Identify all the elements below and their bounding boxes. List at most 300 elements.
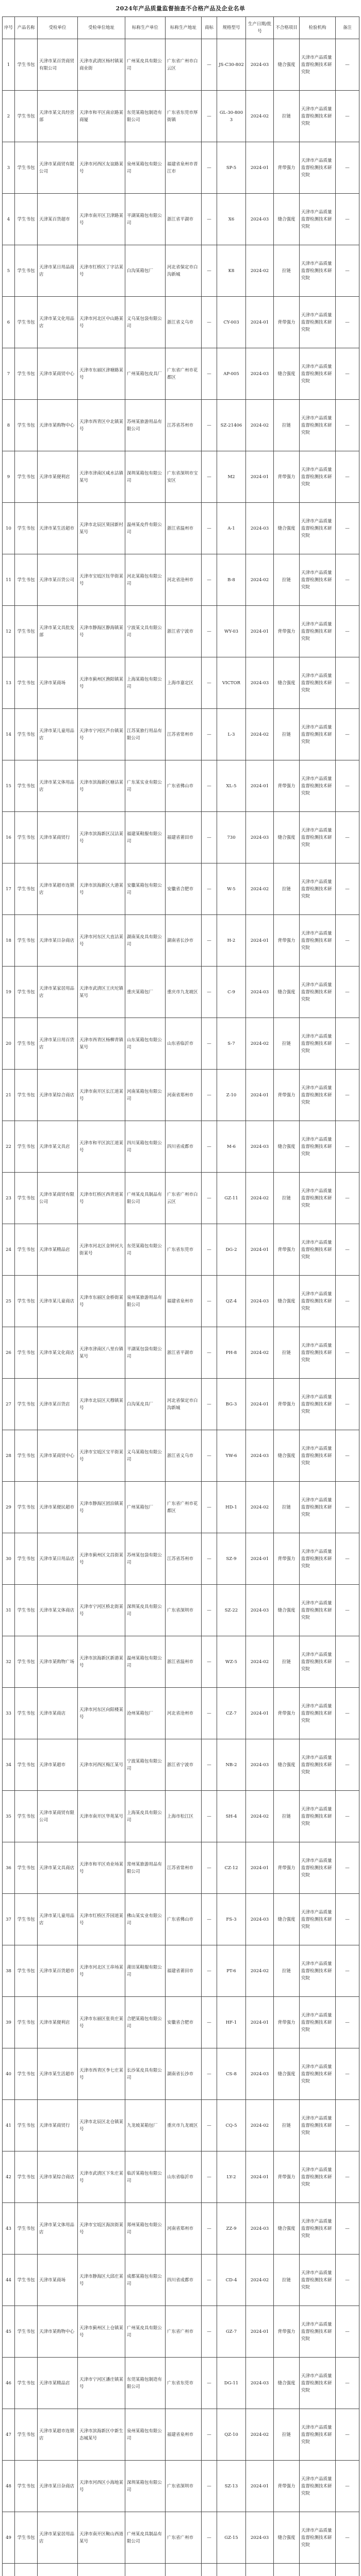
cell-producer: 东莞某箱包有限公司 bbox=[125, 1224, 166, 1276]
cell-production-date: 2024-03 bbox=[246, 194, 274, 245]
cell-remark: — bbox=[336, 297, 359, 348]
cell-model: PH-8 bbox=[217, 1327, 246, 1379]
cell-remark: — bbox=[336, 606, 359, 657]
cell-testing-agency: 天津市产品质量监督检测技术研究院 bbox=[300, 760, 336, 812]
cell-serial: 15 bbox=[3, 760, 15, 812]
cell-trademark: — bbox=[202, 1842, 217, 1894]
cell-model: DG-2 bbox=[217, 1224, 246, 1276]
cell-trademark: — bbox=[202, 2100, 217, 2151]
table-row bbox=[3, 554, 359, 606]
cell-inspected-unit: 天津市某文体用品店 bbox=[38, 760, 78, 812]
cell-model: K8 bbox=[217, 245, 246, 297]
table-row bbox=[3, 503, 359, 554]
cell-serial: 43 bbox=[3, 2203, 15, 2255]
cell-remark: — bbox=[336, 142, 359, 194]
cell-remark: — bbox=[336, 245, 359, 297]
cell-producer-address: 浙江省平湖市 bbox=[166, 1327, 202, 1379]
cell-producer-address: 湖南省长沙市 bbox=[166, 2048, 202, 2100]
cell-production-date: 2024-02 bbox=[246, 400, 274, 451]
cell-product: 学生书包 bbox=[15, 2409, 38, 2461]
cell-product: 学生书包 bbox=[15, 2461, 38, 2512]
cell-testing-agency: 天津市产品质量监督检测技术研究院 bbox=[300, 709, 336, 760]
cell-trademark: — bbox=[202, 2409, 217, 2461]
cell-inspected-unit: 天津市某购物中心 bbox=[38, 2306, 78, 2358]
cell-producer-address: 广东省深圳市 bbox=[166, 2461, 202, 2512]
cell-trademark: — bbox=[202, 91, 217, 142]
cell-model: B-8 bbox=[217, 554, 246, 606]
cell-model: WZ-5 bbox=[217, 1636, 246, 1688]
table-row bbox=[3, 91, 359, 142]
cell-testing-agency: 天津市产品质量监督检测技术研究院 bbox=[300, 142, 336, 194]
cell-producer: 山东某箱包有限公司 bbox=[125, 1018, 166, 1070]
cell-serial: 17 bbox=[3, 863, 15, 915]
cell-remark: — bbox=[336, 1791, 359, 1842]
cell-inspected-unit: 天津市某便民超市 bbox=[38, 1482, 78, 1533]
cell-model: HD-1 bbox=[217, 1482, 246, 1533]
cell-trademark: — bbox=[202, 554, 217, 606]
cell-model: CQ-5 bbox=[217, 2100, 246, 2151]
table-row bbox=[3, 1224, 359, 1276]
cell-producer: 河南某箱包有限公司 bbox=[125, 1070, 166, 1121]
cell-inspected-unit: 天津市某超市 bbox=[38, 1739, 78, 1791]
cell-serial: 45 bbox=[3, 2306, 15, 2358]
cell-product: 学生书包 bbox=[15, 1842, 38, 1894]
table-row bbox=[3, 1070, 359, 1121]
cell-serial: 44 bbox=[3, 2255, 15, 2306]
cell-producer-address: 浙江省宁波市 bbox=[166, 1739, 202, 1791]
cell-producer: 广州某箱包厂 bbox=[125, 1482, 166, 1533]
table-row bbox=[3, 2461, 359, 2512]
cell-failed-item: 拉链 bbox=[274, 1636, 300, 1688]
cell-product: 学生书包 bbox=[15, 2048, 38, 2100]
table-row bbox=[3, 1276, 359, 1327]
cell-production-date: 2024-02 bbox=[246, 1791, 274, 1842]
cell-failed-item: 背带强力 bbox=[274, 2461, 300, 2512]
cell-trademark: — bbox=[202, 400, 217, 451]
cell-remark: — bbox=[336, 1276, 359, 1327]
cell-model: H-2 bbox=[217, 915, 246, 967]
cell-product: 学生书包 bbox=[15, 2306, 38, 2358]
cell-product: 学生书包 bbox=[15, 2151, 38, 2203]
table-row bbox=[3, 1894, 359, 1945]
cell-remark: — bbox=[336, 1070, 359, 1121]
cell-trademark: — bbox=[202, 2151, 217, 2203]
cell-production-date: 2024-03 bbox=[246, 503, 274, 554]
cell-producer-address: 浙江省平湖市 bbox=[166, 194, 202, 245]
cell-producer-address: 福建省莆田市 bbox=[166, 1945, 202, 1997]
cell-trademark: — bbox=[202, 1276, 217, 1327]
cell-trademark: — bbox=[202, 1379, 217, 1430]
cell-failed-item: 背带强力 bbox=[274, 915, 300, 967]
table-row bbox=[3, 812, 359, 863]
cell-producer-address: 河北省保定市白沟新城 bbox=[166, 245, 202, 297]
cell-testing-agency: 天津市产品质量监督检测技术研究院 bbox=[300, 657, 336, 709]
cell-inspected-address: 天津市宝坻区钰华街某号 bbox=[78, 554, 125, 606]
cell-failed-item: 拉链 bbox=[274, 2100, 300, 2151]
cell-failed-item: 缝合强度 bbox=[274, 1430, 300, 1482]
cell-trademark: — bbox=[202, 503, 217, 554]
cell-producer: 平湖某包袋有限公司 bbox=[125, 1327, 166, 1379]
cell-failed-item: 拉链 bbox=[274, 709, 300, 760]
cell-remark: — bbox=[336, 2151, 359, 2203]
cell-production-date: 2024-03 bbox=[246, 967, 274, 1018]
cell-inspected-address: 天津市静海区团泊镇某号 bbox=[78, 1482, 125, 1533]
cell-producer-address: 广东省东莞市 bbox=[166, 1224, 202, 1276]
cell-producer-address: 重庆市九龙坡区 bbox=[166, 2100, 202, 2151]
cell-remark: — bbox=[336, 1585, 359, 1636]
cell-producer-address: 山东省临沂市 bbox=[166, 1018, 202, 1070]
table-row bbox=[3, 657, 359, 709]
cell-model: YW-6 bbox=[217, 1430, 246, 1482]
cell-model: PT-6 bbox=[217, 1945, 246, 1997]
table-row bbox=[3, 863, 359, 915]
cell-remark: — bbox=[336, 760, 359, 812]
cell-inspected-address: 天津市滨海新区汉沽某号 bbox=[78, 812, 125, 863]
cell-remark: — bbox=[336, 348, 359, 400]
cell-production-date: 2024-03 bbox=[246, 1430, 274, 1482]
cell-testing-agency: 天津市产品质量监督检测技术研究院 bbox=[300, 1791, 336, 1842]
cell-failed-item: 拉链 bbox=[274, 554, 300, 606]
cell-testing-agency: 天津市产品质量监督检测技术研究院 bbox=[300, 1173, 336, 1224]
table-row bbox=[3, 1997, 359, 2048]
cell-production-date: 2024-02 bbox=[246, 709, 274, 760]
cell-producer-address: 广东省东莞市厚街镇 bbox=[166, 91, 202, 142]
table-row bbox=[3, 606, 359, 657]
cell-production-date: 2024-01 bbox=[246, 1224, 274, 1276]
cell-inspected-address: 天津市滨海新区中新生态城某号 bbox=[78, 2409, 125, 2461]
cell-serial: 10 bbox=[3, 503, 15, 554]
cell-inspected-address: 天津市东丽区张贵庄某号 bbox=[78, 1997, 125, 2048]
cell-trademark: — bbox=[202, 1018, 217, 1070]
cell-product bbox=[15, 2564, 38, 2576]
column-header: 标称生产地址 bbox=[166, 17, 202, 39]
cell-remark: — bbox=[336, 709, 359, 760]
cell-remark bbox=[336, 2564, 359, 2576]
cell-failed-item: 背带强力 bbox=[274, 1688, 300, 1739]
cell-inspected-address: 天津市津南区八里台镇某号 bbox=[78, 1327, 125, 1379]
cell-producer: 义乌某包袋有限公司 bbox=[125, 297, 166, 348]
cell-failed-item: 缝合强度 bbox=[274, 1739, 300, 1791]
cell-product: 学生书包 bbox=[15, 1636, 38, 1688]
cell-inspected-unit: 天津市某商店 bbox=[38, 1688, 78, 1739]
cell-producer-address: 福建省泉州市晋江市 bbox=[166, 142, 202, 194]
table-row bbox=[3, 2203, 359, 2255]
cell-trademark: — bbox=[202, 657, 217, 709]
cell-remark: — bbox=[336, 1945, 359, 1997]
table-row bbox=[3, 915, 359, 967]
cell-serial: 9 bbox=[3, 451, 15, 503]
cell-testing-agency: 天津市产品质量监督检测技术研究院 bbox=[300, 2100, 336, 2151]
cell-production-date: 2024-02 bbox=[246, 1018, 274, 1070]
table-row bbox=[3, 348, 359, 400]
cell-remark: — bbox=[336, 1533, 359, 1585]
cell-model: GZ-7 bbox=[217, 2306, 246, 2358]
cell-testing-agency: 天津市产品质量监督检测技术研究院 bbox=[300, 2048, 336, 2100]
cell-inspected-unit: 天津市某百货商贸有限公司 bbox=[38, 39, 78, 91]
cell-producer: 广州某箱包皮具厂 bbox=[125, 348, 166, 400]
cell-production-date: 2024-02 bbox=[246, 1173, 274, 1224]
cell-testing-agency: 天津市产品质量监督检测技术研究院 bbox=[300, 400, 336, 451]
cell-failed-item: 背带强力 bbox=[274, 1997, 300, 2048]
cell-product: 学生书包 bbox=[15, 1533, 38, 1585]
cell-producer-address: 安徽省合肥市 bbox=[166, 1997, 202, 2048]
cell-failed-item: 缝合强度 bbox=[274, 1585, 300, 1636]
cell-model: CZ-12 bbox=[217, 1842, 246, 1894]
cell-trademark: — bbox=[202, 606, 217, 657]
cell-inspected-address: 天津市河东区大直沽某号 bbox=[78, 915, 125, 967]
cell-production-date: 2024-02 bbox=[246, 2100, 274, 2151]
cell-producer: 广州某皮具制品有限公司 bbox=[125, 2512, 166, 2564]
cell-inspected-address: 天津市南开区华苑某号 bbox=[78, 1791, 125, 1842]
table-row bbox=[3, 1121, 359, 1173]
cell-remark: — bbox=[336, 1997, 359, 2048]
cell-product: 学生书包 bbox=[15, 348, 38, 400]
cell-remark: — bbox=[336, 2255, 359, 2306]
cell-testing-agency: 天津市产品质量监督检测技术研究院 bbox=[300, 1276, 336, 1327]
cell-failed-item: 缝合强度 bbox=[274, 812, 300, 863]
cell-remark: — bbox=[336, 657, 359, 709]
cell-producer: 苏州某包袋有限公司 bbox=[125, 1533, 166, 1585]
cell-production-date: 2024-03 bbox=[246, 812, 274, 863]
cell-testing-agency: 天津市产品质量监督检测技术研究院 bbox=[300, 967, 336, 1018]
cell-production-date: 2024-03 bbox=[246, 1585, 274, 1636]
cell-model: VICTOR bbox=[217, 657, 246, 709]
cell-model: S-7 bbox=[217, 1018, 246, 1070]
cell-inspected-unit: 天津市某日用百货店 bbox=[38, 1018, 78, 1070]
cell-producer-address: 浙江省义乌市 bbox=[166, 1430, 202, 1482]
cell-producer: 上海某箱包有限公司 bbox=[125, 657, 166, 709]
cell-model: M2 bbox=[217, 451, 246, 503]
cell-model: CY-003 bbox=[217, 297, 246, 348]
cell-serial: 5 bbox=[3, 245, 15, 297]
cell-model: AP-005 bbox=[217, 348, 246, 400]
cell-model: QZ-4 bbox=[217, 1276, 246, 1327]
cell-remark: — bbox=[336, 1121, 359, 1173]
cell-failed-item: 缝合强度 bbox=[274, 1121, 300, 1173]
cell-model: SZ-13 bbox=[217, 2461, 246, 2512]
cell-producer-address: 河北省沧州市 bbox=[166, 1688, 202, 1739]
table-row bbox=[3, 2358, 359, 2409]
cell-testing-agency: 天津市产品质量监督检测技术研究院 bbox=[300, 1327, 336, 1379]
cell-producer-address: 广东省广州市 bbox=[166, 2306, 202, 2358]
cell-product: 学生书包 bbox=[15, 1688, 38, 1739]
cell-producer: 苏州某旅游用品有限公司 bbox=[125, 400, 166, 451]
cell-testing-agency: 天津市产品质量监督检测技术研究院 bbox=[300, 915, 336, 967]
cell-inspected-address: 天津市河西区友谊路某号 bbox=[78, 142, 125, 194]
cell-serial: 38 bbox=[3, 1945, 15, 1997]
cell-producer: 宁波某箱包有限公司 bbox=[125, 1739, 166, 1791]
cell-testing-agency: 天津市产品质量监督检测技术研究院 bbox=[300, 1739, 336, 1791]
table-row bbox=[3, 142, 359, 194]
cell-inspected-unit: 天津市某日用品商店 bbox=[38, 245, 78, 297]
cell-producer: 成都某箱包有限公司 bbox=[125, 2255, 166, 2306]
table-row bbox=[3, 709, 359, 760]
cell-trademark bbox=[202, 2564, 217, 2576]
cell-serial: 20 bbox=[3, 1018, 15, 1070]
table-row bbox=[3, 1327, 359, 1379]
column-header: 产品名称 bbox=[15, 17, 38, 39]
cell-serial: 8 bbox=[3, 400, 15, 451]
table-row bbox=[3, 194, 359, 245]
cell-trademark: — bbox=[202, 1224, 217, 1276]
cell-trademark: — bbox=[202, 297, 217, 348]
cell-product: 学生书包 bbox=[15, 1070, 38, 1121]
cell-producer: 东莞某箱包制造有限公司 bbox=[125, 2358, 166, 2409]
cell-remark: — bbox=[336, 1018, 359, 1070]
cell-producer: 深圳某皮具有限公司 bbox=[125, 1585, 166, 1636]
cell-trademark: — bbox=[202, 2048, 217, 2100]
cell-inspected-unit: 天津市某商场 bbox=[38, 2255, 78, 2306]
cell-inspected-address: 天津市静海区大邱庄某号 bbox=[78, 2255, 125, 2306]
cell-remark: — bbox=[336, 1482, 359, 1533]
cell-trademark: — bbox=[202, 2203, 217, 2255]
cell-producer-address: 广东省广州市花都区 bbox=[166, 1482, 202, 1533]
cell-testing-agency: 天津市产品质量监督检测技术研究院 bbox=[300, 2461, 336, 2512]
cell-remark: — bbox=[336, 1842, 359, 1894]
cell-trademark: — bbox=[202, 2461, 217, 2512]
table-row bbox=[3, 1482, 359, 1533]
cell-product: 学生书包 bbox=[15, 1739, 38, 1791]
cell-testing-agency: 天津市产品质量监督检测技术研究院 bbox=[300, 1688, 336, 1739]
cell-trademark: — bbox=[202, 1791, 217, 1842]
cell-inspected-unit: 天津市某商贸中心 bbox=[38, 1430, 78, 1482]
cell-producer: 广州某皮具制品有限公司 bbox=[125, 1173, 166, 1224]
cell-remark: — bbox=[336, 2358, 359, 2409]
cell-serial: 29 bbox=[3, 1482, 15, 1533]
cell-producer: 广州某皮具有限公司 bbox=[125, 2306, 166, 2358]
cell-serial: 35 bbox=[3, 1791, 15, 1842]
table-row bbox=[3, 967, 359, 1018]
cell-model: WY-03 bbox=[217, 606, 246, 657]
cell-trademark: — bbox=[202, 2306, 217, 2358]
cell-model: SZ-21406 bbox=[217, 400, 246, 451]
cell-model: DG-11 bbox=[217, 2358, 246, 2409]
cell-producer-address: 广东省广州市白云区 bbox=[166, 39, 202, 91]
cell-inspected-address: 天津市宝坻区宝平街某号 bbox=[78, 1430, 125, 1482]
cell-inspected-unit: 天津市某日杂商店 bbox=[38, 915, 78, 967]
table-header-row bbox=[3, 17, 359, 39]
cell-production-date: 2024-03 bbox=[246, 2048, 274, 2100]
cell-failed-item: 拉链 bbox=[274, 1791, 300, 1842]
cell-inspected-address: 天津市红桥区丁字沽某号 bbox=[78, 245, 125, 297]
cell-inspected-address: 天津市和平区劝业场某号 bbox=[78, 1842, 125, 1894]
cell-testing-agency: 天津市产品质量监督检测技术研究院 bbox=[300, 1224, 336, 1276]
cell-testing-agency: 天津市产品质量监督检测技术研究院 bbox=[300, 2306, 336, 2358]
cell-product: 学生书包 bbox=[15, 91, 38, 142]
cell-producer-address: 江苏省苏州市 bbox=[166, 1533, 202, 1585]
cell-producer: 临沂某箱包有限公司 bbox=[125, 2151, 166, 2203]
cell-inspected-unit bbox=[38, 2564, 78, 2576]
cell-inspected-address: 天津市北辰区北仓镇某号 bbox=[78, 2100, 125, 2151]
cell-testing-agency: 天津市产品质量监督检测技术研究院 bbox=[300, 39, 336, 91]
table-row bbox=[3, 1018, 359, 1070]
cell-production-date: 2024-03 bbox=[246, 2203, 274, 2255]
cell-serial: 16 bbox=[3, 812, 15, 863]
cell-product: 学生书包 bbox=[15, 142, 38, 194]
cell-production-date: 2024-02 bbox=[246, 2409, 274, 2461]
cell-serial: 28 bbox=[3, 1430, 15, 1482]
cell-product: 学生书包 bbox=[15, 606, 38, 657]
cell-product: 学生书包 bbox=[15, 194, 38, 245]
cell-production-date bbox=[246, 2564, 274, 2576]
cell-product: 学生书包 bbox=[15, 245, 38, 297]
column-header: 受检单位地址 bbox=[78, 17, 125, 39]
cell-remark: — bbox=[336, 1894, 359, 1945]
cell-production-date: 2024-02 bbox=[246, 245, 274, 297]
results-table bbox=[2, 16, 359, 2576]
table-row bbox=[3, 2151, 359, 2203]
cell-serial: 14 bbox=[3, 709, 15, 760]
cell-model: ZZ-9 bbox=[217, 2203, 246, 2255]
cell-trademark: — bbox=[202, 1585, 217, 1636]
cell-serial: 12 bbox=[3, 606, 15, 657]
cell-trademark: — bbox=[202, 2512, 217, 2564]
cell-producer: 河北某箱包有限公司 bbox=[125, 554, 166, 606]
cell-remark: — bbox=[336, 194, 359, 245]
cell-serial: 3 bbox=[3, 142, 15, 194]
cell-remark: — bbox=[336, 91, 359, 142]
cell-product: 学生书包 bbox=[15, 1121, 38, 1173]
cell-trademark: — bbox=[202, 1070, 217, 1121]
cell-producer-address: 广东省深圳市宝安区 bbox=[166, 451, 202, 503]
cell-remark: — bbox=[336, 812, 359, 863]
cell-trademark: — bbox=[202, 1327, 217, 1379]
cell-inspected-address: 天津市南开区卫津路某号 bbox=[78, 194, 125, 245]
cell-serial: 24 bbox=[3, 1224, 15, 1276]
cell-failed-item bbox=[274, 2564, 300, 2576]
cell-testing-agency: 天津市产品质量监督检测技术研究院 bbox=[300, 194, 336, 245]
cell-testing-agency: 天津市产品质量监督检测技术研究院 bbox=[300, 2409, 336, 2461]
cell-producer: 合肥某箱包有限公司 bbox=[125, 1997, 166, 2048]
cell-producer: 莆田某鞋服有限公司 bbox=[125, 1945, 166, 1997]
column-header: 备注 bbox=[336, 17, 359, 39]
cell-producer-address: 广东省深圳市 bbox=[166, 1585, 202, 1636]
table-body bbox=[3, 39, 359, 2576]
cell-testing-agency: 天津市产品质量监督检测技术研究院 bbox=[300, 1997, 336, 2048]
cell-production-date: 2024-03 bbox=[246, 1894, 274, 1945]
cell-serial: 23 bbox=[3, 1173, 15, 1224]
cell-serial: 13 bbox=[3, 657, 15, 709]
cell-producer-address bbox=[166, 2564, 202, 2576]
cell-product: 学生书包 bbox=[15, 1173, 38, 1224]
cell-inspected-unit: 天津市某购物中心 bbox=[38, 400, 78, 451]
cell-inspected-unit: 天津市某商场 bbox=[38, 657, 78, 709]
cell-inspected-address: 天津市宁河区芦台镇某号 bbox=[78, 709, 125, 760]
cell-failed-item: 缝合强度 bbox=[274, 2358, 300, 2409]
table-row bbox=[3, 1688, 359, 1739]
cell-producer: 宁波某文具有限公司 bbox=[125, 606, 166, 657]
cell-testing-agency bbox=[300, 2564, 336, 2576]
cell-inspected-unit: 天津市某儿童用品店 bbox=[38, 709, 78, 760]
cell-inspected-address: 天津市武清区杨村镇某商业街 bbox=[78, 39, 125, 91]
cell-producer: 重庆某箱包厂 bbox=[125, 967, 166, 1018]
cell-testing-agency: 天津市产品质量监督检测技术研究院 bbox=[300, 1379, 336, 1430]
cell-product: 学生书包 bbox=[15, 503, 38, 554]
cell-trademark: — bbox=[202, 863, 217, 915]
cell-inspected-unit: 天津市某精品店 bbox=[38, 2358, 78, 2409]
cell-serial: 11 bbox=[3, 554, 15, 606]
cell-testing-agency: 天津市产品质量监督检测技术研究院 bbox=[300, 1121, 336, 1173]
cell-production-date: 2024-03 bbox=[246, 657, 274, 709]
column-header: 标称生产单位 bbox=[125, 17, 166, 39]
cell-production-date: 2024-03 bbox=[246, 1739, 274, 1791]
cell-producer: 江苏某旅行用品有限公司 bbox=[125, 709, 166, 760]
column-header: 生产日期/批号 bbox=[246, 17, 274, 39]
cell-inspected-unit: 天津市某家居用品店 bbox=[38, 2512, 78, 2564]
cell-testing-agency: 天津市产品质量监督检测技术研究院 bbox=[300, 1070, 336, 1121]
cell-production-date: 2024-03 bbox=[246, 2512, 274, 2564]
column-header: 商标 bbox=[202, 17, 217, 39]
